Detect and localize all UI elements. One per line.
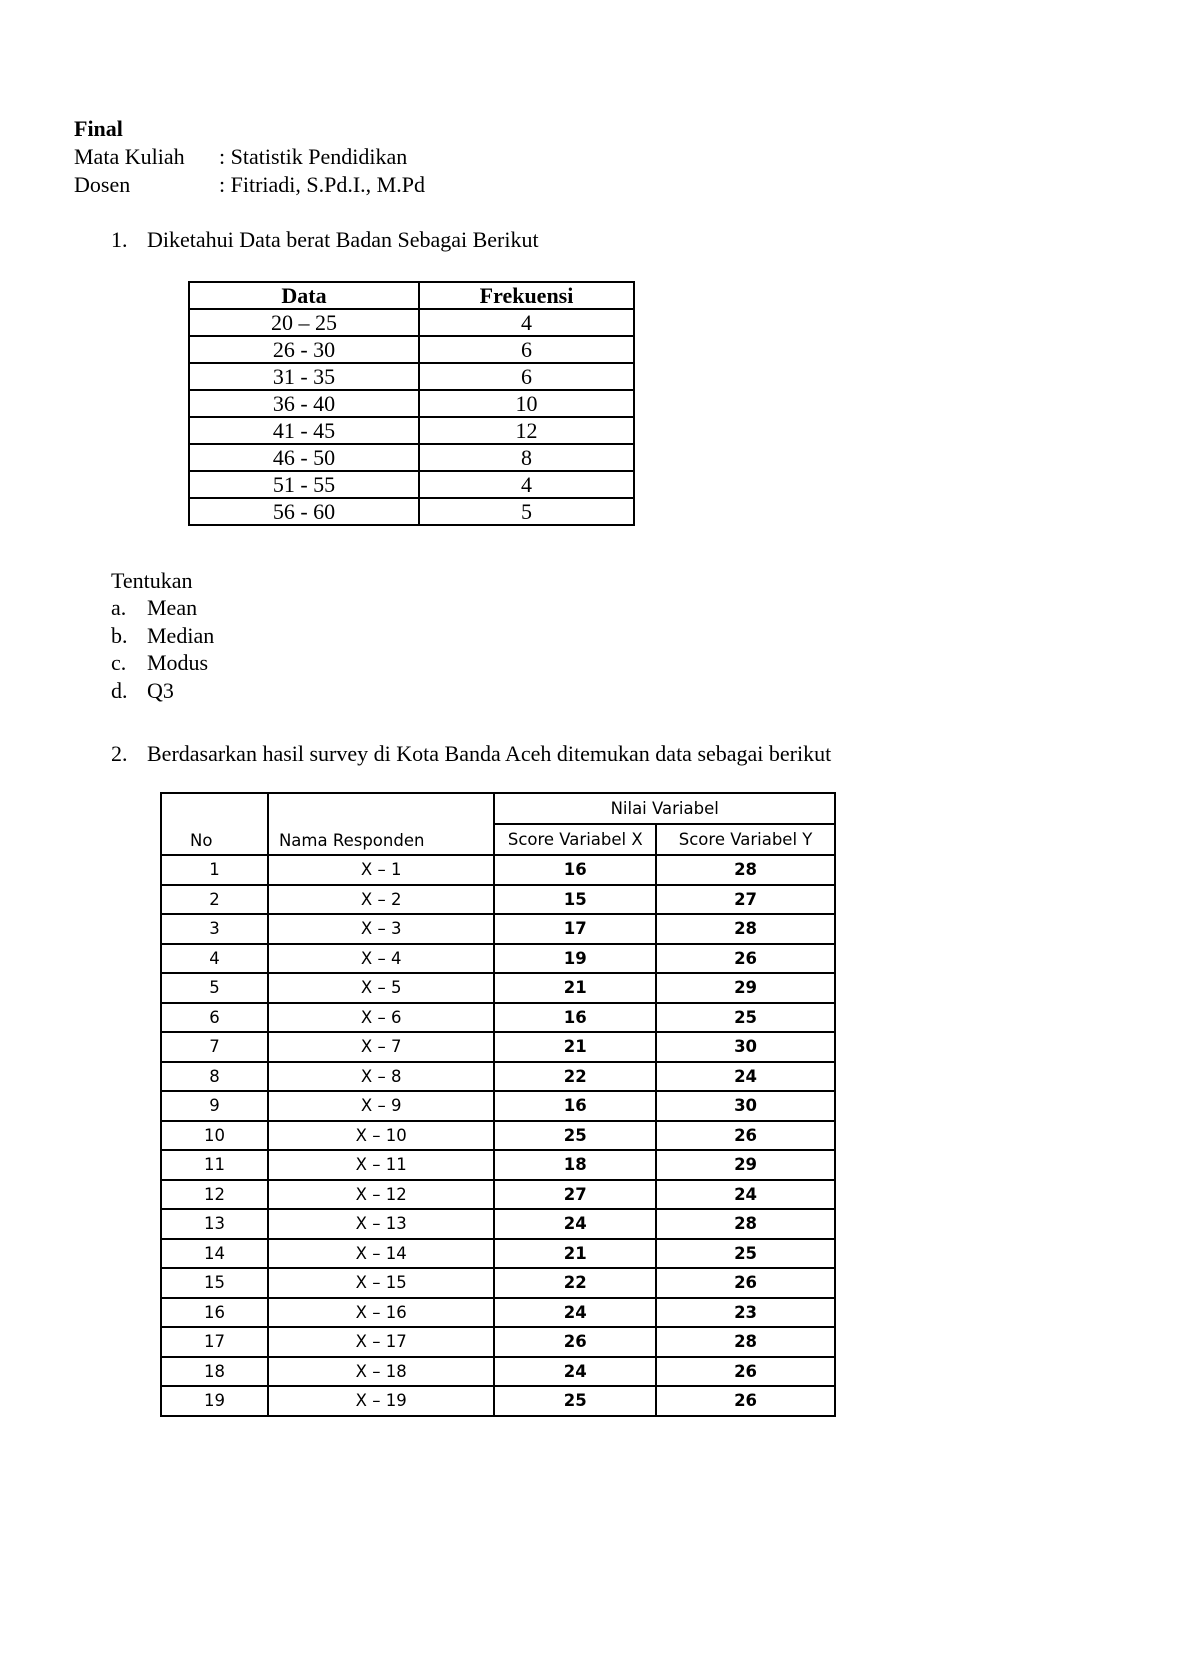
data-range-cell: 20 – 25 bbox=[189, 309, 419, 336]
option-item bbox=[111, 594, 197, 622]
score-y-cell: 26 bbox=[656, 1121, 835, 1151]
table-row bbox=[161, 914, 835, 944]
respondent-cell: X – 11 bbox=[268, 1150, 494, 1180]
no-cell: 12 bbox=[161, 1180, 268, 1210]
score-y-cell: 24 bbox=[656, 1062, 835, 1092]
respondent-cell: X – 17 bbox=[268, 1327, 494, 1357]
table-row bbox=[161, 1268, 835, 1298]
score-x-cell: 21 bbox=[494, 1239, 656, 1269]
no-cell: 15 bbox=[161, 1268, 268, 1298]
score-y-cell: 26 bbox=[656, 1386, 835, 1416]
table-row bbox=[161, 1209, 835, 1239]
lecturer-label: Dosen bbox=[74, 172, 131, 197]
score-x-cell: 16 bbox=[494, 1091, 656, 1121]
no-cell: 1 bbox=[161, 855, 268, 885]
table-row bbox=[189, 444, 634, 471]
score-x-cell: 18 bbox=[494, 1150, 656, 1180]
question-2-number: 2. bbox=[111, 741, 128, 766]
table-row bbox=[161, 1091, 835, 1121]
no-cell: 3 bbox=[161, 914, 268, 944]
no-cell: 16 bbox=[161, 1298, 268, 1328]
no-cell: 11 bbox=[161, 1150, 268, 1180]
table-row bbox=[161, 1239, 835, 1269]
table-row bbox=[161, 885, 835, 915]
table-group-header-row bbox=[161, 793, 835, 824]
table-row bbox=[189, 471, 634, 498]
option-letter: a. bbox=[111, 595, 127, 620]
option-letter: b. bbox=[111, 622, 128, 648]
col-header-score-y: Score Variabel Y bbox=[656, 824, 835, 855]
score-x-cell: 17 bbox=[494, 914, 656, 944]
no-cell: 5 bbox=[161, 973, 268, 1003]
table-row bbox=[189, 309, 634, 336]
respondent-cell: X – 8 bbox=[268, 1062, 494, 1092]
no-cell: 17 bbox=[161, 1327, 268, 1357]
respondent-cell: X – 7 bbox=[268, 1032, 494, 1062]
no-cell: 8 bbox=[161, 1062, 268, 1092]
score-y-cell: 27 bbox=[656, 885, 835, 915]
question-2 bbox=[111, 740, 831, 768]
no-cell: 18 bbox=[161, 1357, 268, 1387]
table-row bbox=[161, 1003, 835, 1033]
data-range-cell: 56 - 60 bbox=[189, 498, 419, 525]
no-cell: 2 bbox=[161, 885, 268, 915]
score-y-cell: 26 bbox=[656, 1268, 835, 1298]
respondent-cell: X – 2 bbox=[268, 885, 494, 915]
score-y-cell: 23 bbox=[656, 1298, 835, 1328]
frequency-cell: 12 bbox=[419, 417, 634, 444]
question-1-number: 1. bbox=[111, 227, 128, 252]
respondent-cell: X – 6 bbox=[268, 1003, 494, 1033]
respondent-cell: X – 16 bbox=[268, 1298, 494, 1328]
table-row bbox=[161, 1150, 835, 1180]
group-header-variable-values: Nilai Variabel bbox=[494, 793, 835, 824]
respondent-cell: X – 19 bbox=[268, 1386, 494, 1416]
course-label: Mata Kuliah bbox=[74, 144, 185, 169]
lecturer-row bbox=[74, 171, 425, 199]
option-letter: c. bbox=[111, 650, 127, 675]
table-row bbox=[161, 1062, 835, 1092]
option-text: Median bbox=[147, 622, 215, 648]
option-text: Q3 bbox=[147, 677, 174, 703]
data-range-cell: 51 - 55 bbox=[189, 471, 419, 498]
table-row bbox=[161, 944, 835, 974]
course-row bbox=[74, 143, 407, 171]
score-x-cell: 24 bbox=[494, 1209, 656, 1239]
score-y-cell: 25 bbox=[656, 1003, 835, 1033]
score-x-cell: 22 bbox=[494, 1268, 656, 1298]
data-range-cell: 31 - 35 bbox=[189, 363, 419, 390]
respondent-cell: X – 14 bbox=[268, 1239, 494, 1269]
score-x-cell: 27 bbox=[494, 1180, 656, 1210]
table-header-row bbox=[189, 282, 634, 309]
respondent-cell: X – 5 bbox=[268, 973, 494, 1003]
respondent-cell: X – 15 bbox=[268, 1268, 494, 1298]
no-cell: 6 bbox=[161, 1003, 268, 1033]
score-x-cell: 26 bbox=[494, 1327, 656, 1357]
score-y-cell: 28 bbox=[656, 1327, 835, 1357]
col-header-no: No bbox=[161, 793, 268, 855]
col-header-data: Data bbox=[189, 282, 419, 309]
table-row bbox=[161, 1298, 835, 1328]
document-title: Final bbox=[74, 116, 123, 141]
table-row bbox=[161, 1032, 835, 1062]
lecturer-value: : Fitriadi, S.Pd.I., M.Pd bbox=[219, 172, 425, 197]
no-cell: 10 bbox=[161, 1121, 268, 1151]
option-item bbox=[111, 622, 214, 650]
score-y-cell: 30 bbox=[656, 1091, 835, 1121]
table-row bbox=[161, 1327, 835, 1357]
no-cell: 14 bbox=[161, 1239, 268, 1269]
no-cell: 9 bbox=[161, 1091, 268, 1121]
score-y-cell: 25 bbox=[656, 1239, 835, 1269]
survey-table bbox=[160, 792, 836, 1417]
respondent-cell: X – 9 bbox=[268, 1091, 494, 1121]
data-range-cell: 26 - 30 bbox=[189, 336, 419, 363]
table-row bbox=[189, 336, 634, 363]
respondent-cell: X – 1 bbox=[268, 855, 494, 885]
no-cell: 13 bbox=[161, 1209, 268, 1239]
data-range-cell: 41 - 45 bbox=[189, 417, 419, 444]
option-item bbox=[111, 677, 174, 705]
score-x-cell: 15 bbox=[494, 885, 656, 915]
score-y-cell: 28 bbox=[656, 914, 835, 944]
respondent-cell: X – 3 bbox=[268, 914, 494, 944]
respondent-cell: X – 18 bbox=[268, 1357, 494, 1387]
score-x-cell: 21 bbox=[494, 973, 656, 1003]
question-1-prompt: Tentukan bbox=[111, 568, 193, 593]
table-row bbox=[161, 973, 835, 1003]
question-1-text: Diketahui Data berat Badan Sebagai Berikut bbox=[147, 227, 539, 252]
respondent-cell: X – 10 bbox=[268, 1121, 494, 1151]
respondent-cell: X – 13 bbox=[268, 1209, 494, 1239]
option-letter: d. bbox=[111, 677, 128, 703]
score-y-cell: 28 bbox=[656, 1209, 835, 1239]
question-2-text: Berdasarkan hasil survey di Kota Banda Aceh ditemukan data sebagai berikut bbox=[147, 741, 832, 766]
score-y-cell: 29 bbox=[656, 1150, 835, 1180]
question-1 bbox=[111, 226, 539, 254]
col-header-frequency: Frekuensi bbox=[419, 282, 634, 309]
table-row bbox=[189, 498, 634, 525]
score-y-cell: 28 bbox=[656, 855, 835, 885]
data-range-cell: 46 - 50 bbox=[189, 444, 419, 471]
option-text: Modus bbox=[147, 650, 209, 675]
table-row bbox=[161, 1357, 835, 1387]
score-x-cell: 22 bbox=[494, 1062, 656, 1092]
no-cell: 19 bbox=[161, 1386, 268, 1416]
col-header-score-x: Score Variabel X bbox=[494, 824, 656, 855]
score-x-cell: 24 bbox=[494, 1298, 656, 1328]
score-x-cell: 16 bbox=[494, 855, 656, 885]
score-x-cell: 25 bbox=[494, 1121, 656, 1151]
score-y-cell: 26 bbox=[656, 944, 835, 974]
table-row bbox=[161, 1386, 835, 1416]
respondent-cell: X – 4 bbox=[268, 944, 494, 974]
data-range-cell: 36 - 40 bbox=[189, 390, 419, 417]
respondent-cell: X – 12 bbox=[268, 1180, 494, 1210]
table-row bbox=[189, 390, 634, 417]
score-x-cell: 21 bbox=[494, 1032, 656, 1062]
table-row bbox=[161, 1121, 835, 1151]
col-header-respondent: Nama Responden bbox=[268, 793, 494, 855]
frequency-cell: 5 bbox=[419, 498, 634, 525]
score-x-cell: 19 bbox=[494, 944, 656, 974]
frequency-cell: 4 bbox=[419, 471, 634, 498]
no-cell: 7 bbox=[161, 1032, 268, 1062]
frequency-cell: 6 bbox=[419, 363, 634, 390]
no-cell: 4 bbox=[161, 944, 268, 974]
table-row bbox=[189, 363, 634, 390]
frequency-cell: 8 bbox=[419, 444, 634, 471]
score-y-cell: 29 bbox=[656, 973, 835, 1003]
score-y-cell: 30 bbox=[656, 1032, 835, 1062]
score-x-cell: 16 bbox=[494, 1003, 656, 1033]
option-item bbox=[111, 649, 208, 677]
score-x-cell: 24 bbox=[494, 1357, 656, 1387]
frequency-cell: 10 bbox=[419, 390, 634, 417]
option-text: Mean bbox=[147, 595, 198, 620]
score-y-cell: 26 bbox=[656, 1357, 835, 1387]
table-row bbox=[161, 855, 835, 885]
table-row bbox=[189, 417, 634, 444]
course-value: : Statistik Pendidikan bbox=[219, 144, 408, 169]
score-x-cell: 25 bbox=[494, 1386, 656, 1416]
frequency-cell: 6 bbox=[419, 336, 634, 363]
weight-frequency-table bbox=[188, 281, 635, 526]
frequency-cell: 4 bbox=[419, 309, 634, 336]
score-y-cell: 24 bbox=[656, 1180, 835, 1210]
table-row bbox=[161, 1180, 835, 1210]
